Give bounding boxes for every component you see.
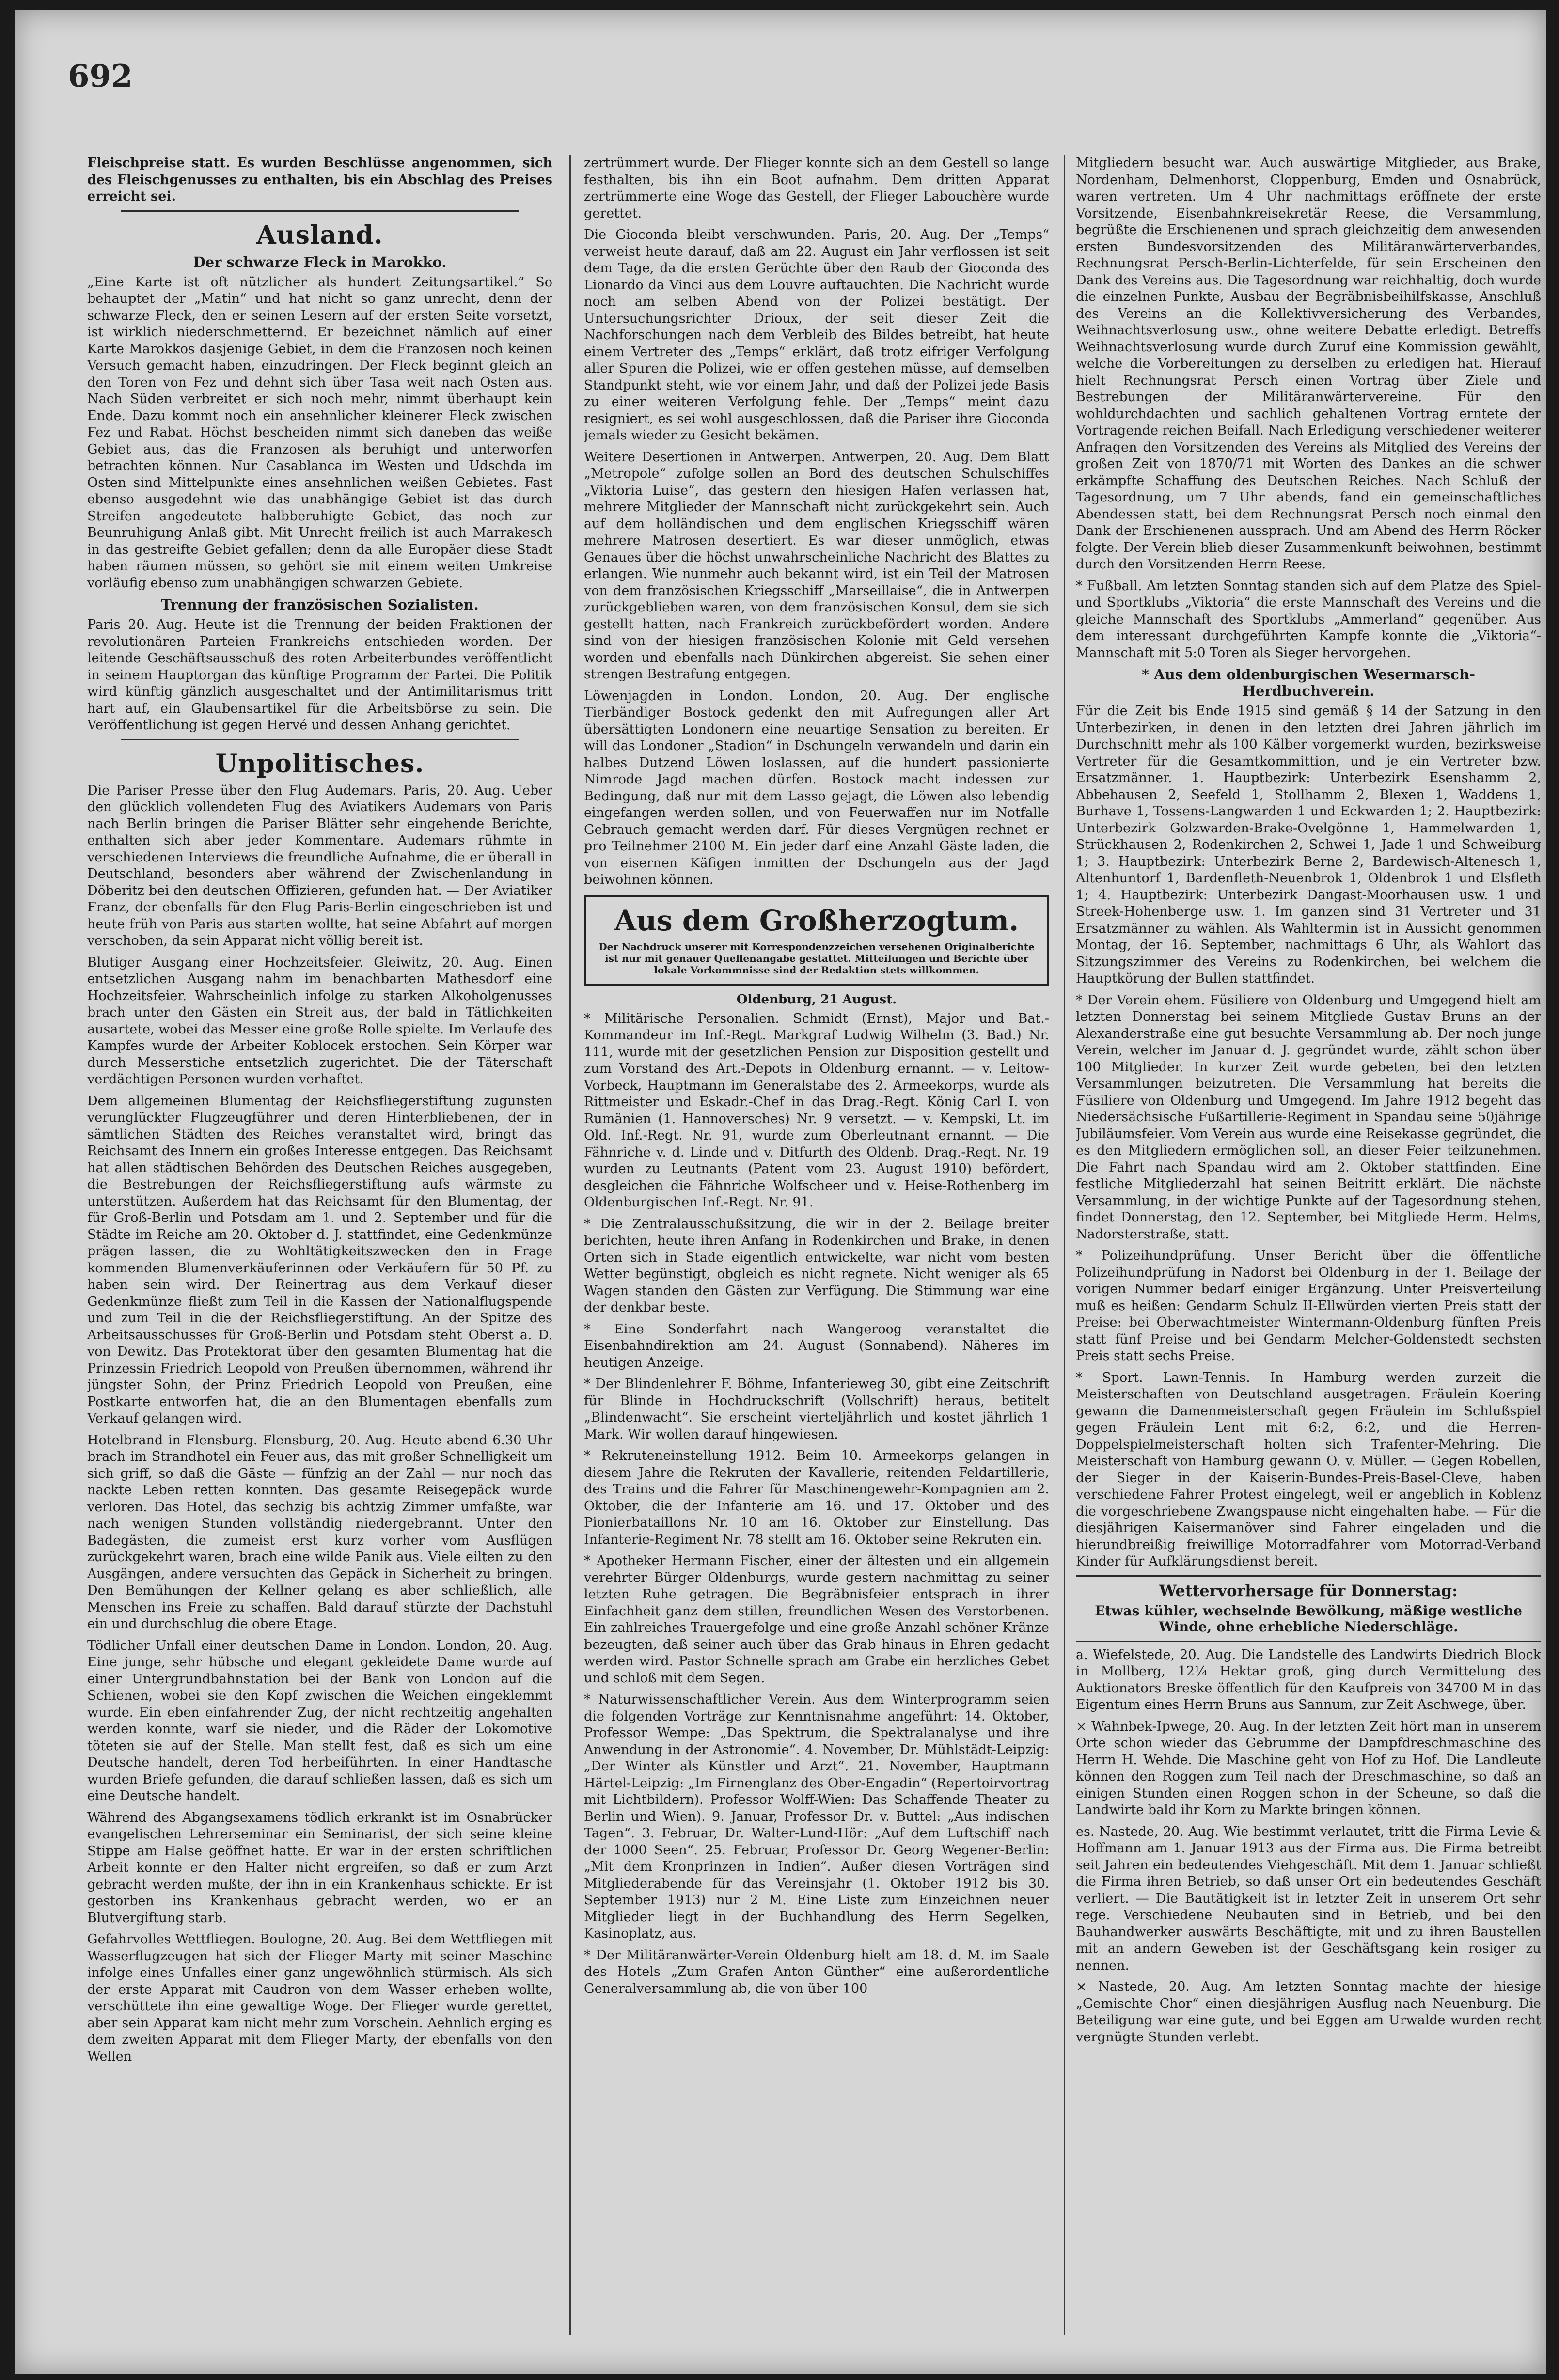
article-polizeihund: * Polizeihundprüfung. Unser Bericht über die öffentliche Polizeihundprüfung in Nadorst bei Oldenburg in der 1. Beilage der vorigen Nummer bedarf einiger Ergänzung. Unter Preisverteilung muß es heißen: Gendarm Schulz II-Ellwürden vierten Preis statt der Preise: bei Oberwachtmeister Wintermann-Oldenburg fünften Preis statt fünf Preise und bei Gendarm Melcher-Goldenstedt sechsten Preis statt sechs Preise. [1076,1248,1541,1363]
article-personalien: * Militärische Personalien. Schmidt (Ernst), Major und Bat.-Kommandeur im Inf.-Regt. Markgraf Ludwig Wilhelm (3. Bad.) Nr. 111, wurde mit der gesetzlichen Pension zur Disposition gestellt und zum Vorstand des Art.-Depots in Oldenburg ernannt. — v. Leitow-Vorbeck, Hauptmann im Generalstabe des 2. Armeekorps, wurde als Rittmeister und Eskadr.-Chef in das Drag.-Regt. König Carl I. von Rumänien (1. Hannoversches) Nr. 9 versetzt. — v. Kempski, Lt. im Old. Inf.-Regt. Nr. 91, wurde zum Oberleutnant ernannt. — Die Fähnriche v. d. Linde und v. Ditfurth des Oldenb. Drag.-Regt. Nr. 19 wurden zu Leutnants (Patent vom 23. August 1910) befördert, desgleichen die Fähnriche Wolfscheer und v. Heise-Rothenberg im Oldenburgischen Inf.-Regt. Nr. 91. [584,1011,1049,1210]
article-marokko: „Eine Karte ist oft nützlicher als hundert Zeitungsartikel.“ So behauptet der „Matin“ und hat nicht so ganz unrecht, denn der schwarze Fleck, den er seinen Lesern auf der ersten Seite vorsetzt, ist wirklich niederschmetternd. Er bezeichnet nämlich auf einer Karte Marokkos dasjenige Gebiet, in dem die Franzosen noch keinen Versuch gemacht haben, einzudringen. Der Fleck beginnt gleich an den Toren von Fez und dehnt sich über Tasa weit nach Osten aus. Nach Süden verbreitet er sich noch mehr, nimmt überhaupt kein Ende. Dazu kommt noch ein ansehnlicher kleinerer Fleck zwischen Fez und Rabat. Höchst bescheiden nimmt sich daneben das weiße Gebiet aus, das die Franzosen als beruhigt und unterworfen betrachten können. Nur Casablanca im Westen und Udschda im Osten sind Mittelpunkte eines ansehnlichen weißen Gebietes. Fast ebenso ausgedehnt wie das unabhängige Gebiet ist das durch Streifen angedeutete halbberuhigte Gebiet, das noch zur Beunruhigung Anlaß gibt. Mit Unrecht freilich ist auch Marrakesch in das gestreifte Gebiet gefallen; denn da alle Europäer diese Stadt haben räumen müssen, so gehört sie mit einem weiten Umkreise vorläufig ebenso zum unabhängigen schwarzen Gebiete. [87,274,552,591]
divider [121,739,519,740]
article-fusiliere: * Der Verein ehem. Füsiliere von Oldenburg und Umgegend hielt am letzten Donnerstag bei seinem Mitgliede Gustav Bruns an der Alexanderstraße eine gut besuchte Versammlung ab. Der noch junge Verein, welcher im Januar d. J. gegründet wurde, zählt schon über 100 Mitglieder. In kurzer Zeit wurde gebeten, bei den letzten Versammlungen beizutreten. Die Versammlung hat bereits die Füsiliere von Oldenburg und Umgegend. Im Jahre 1912 begeht das Niedersächsische Fußartillerie-Regiment in Spandau seine 50jährige Jubiläumsfeier. Vom Verein aus wurde eine Reisekasse gegründet, die es den Mitgliedern ermöglichen soll, an dieser Feier teilzunehmen. Die Fahrt nach Spandau wird am 2. Oktober stattfinden. Eine festliche Mitgliederzahl hat seinen Beitritt erklärt. Die nächste Versammlung, in der wichtige Punkte auf der Tagesordnung stehen, findet Donnerstag, den 12. September, bei Mitgliede Herm. Helms, Nadorsterstraße, statt. [1076,992,1541,1242]
article-nastede-1: es. Nastede, 20. Aug. Wie bestimmt verlautet, tritt die Firma Levie & Hoffmann am 1. Januar 1913 aus der Firma aus. Die Firma betreibt seit Jahren ein bedeutendes Viehgeschäft. Mit dem 1. Januar schließt die Firma ihren Betrieb, so daß unser Ort ein bedeutendes Geschäft verliert. — Die Bautätigkeit ist in letzter Zeit in unserem Ort sehr rege. Verschiedene Neubauten sind in Betrieb, und bei den Bauhandwerker auswärts Beschäftigte, mit und zu ihren Baustellen mit an andern Geweben ist der Geschäftsgang kein rosiger zu nennen. [1076,1824,1541,1973]
article-sonderfahrt: * Eine Sonderfahrt nach Wangeroog veranstaltet die Eisenbahndirektion am 24. August (Sonnabend). Näheres im heutigen Anzeige. [584,1321,1049,1370]
divider [121,210,519,212]
article-blumentag: Dem allgemeinen Blumentag der Reichsfliegerstiftung zugunsten verunglückter Flugzeugführer und deren Hinterbliebenen, der in sämtlichen Städten des Reiches veranstaltet wird, bringt das Reichsamt des Innern ein großes Interesse entgegen. Das Reichsamt hat allen städtischen Behörden des Deutschen Reiches ausgegeben, die Bestrebungen der Reichsfliegerstiftung aufs wärmste zu unterstützen. Außerdem hat das Reichsamt für den Blumentag, der für Groß-Berlin und Potsdam am 1. und 2. September und für die Städte im Reiche am 20. Oktober d. J. stattfindet, eine Gedenkmünze prägen lassen, die zu Wohltätigkeitszwecken den in Frage kommenden Blumenverkäuferinnen oder Verkäufern für 50 Pf. zu haben sein wird. Der Reinertrag aus dem Verkauf dieser Gedenkmünze fließt zum Teil in die Kassen der Nationalflugspende und zum Teil in die der Reichsfliegerstiftung. An der Spitze des Arbeitsausschusses für Groß-Berlin und Potsdam steht Oberst a. D. von Dewitz. Das Protektorat über den gesamten Blumentag hat die Prinzessin Friedrich Leopold von Preußen übernommen, während ihr jüngster Sohn, der Prinz Friedrich Leopold von Preußen, eine Postkarte entworfen hat, die an den Blumentagen ebenfalls zum Verkauf gelangen wird. [87,1093,552,1426]
article-apotheker: * Apotheker Hermann Fischer, einer der ältesten und ein allgemein verehrter Bürger Oldenburgs, wurde gestern nachmittag zu seiner letzten Ruhe getragen. Die Begräbnisfeier entsprach in ihrer Einfachheit ganz dem stillen, freundlichen Wesen des Verstorbenen. Ein zahlreiches Trauergefolge und eine große Anzahl schöner Kränze bezeugten, daß seiner auch über das Grab hinaus in Ehren gedacht werden wird. Pastor Schnelle sprach am Grabe ein herzliches Gebet und schloß mit dem Segen. [584,1553,1049,1686]
newspaper-page [15,10,1546,2374]
column-1 [87,155,552,2345]
article-herdbuch: Für die Zeit bis Ende 1915 sind gemäß § 14 der Satzung in den Unterbezirken, in denen in den letzten drei Jahren jährlich im Durchschnitt mehr als 100 Kälber vorgemerkt wurden, bezirksweise Vertreter für die Gesamtkommittion, und je ein Vertreter bzw. Ersatzmänner. 1. Hauptbezirk: Unterbezirk Esenshamm 2, Abbehausen 2, Seefeld 1, Stollhamm 2, Blexen 1, Waddens 1, Burhave 1, Tossens-Langwarden 1 und Eckwarden 1; 2. Hauptbezirk: Unterbezirk Golzwarden-Brake-Ovelgönne 1, Hammelwarden 1, Strückhausen 2, Rodenkirchen 2, Schwei 1, Jade 1 und Schweiburg 1; 3. Hauptbezirk: Unterbezirk Berne 2, Bardewisch-Altenesch 1, Altenhuntorf 1, Bardenfleth-Neuenbrok 1, Oldenbrok 1 und Elsfleth 1; 4. Hauptbezirk: Unterbezirk Dangast-Moorhausen usw. 1 und Streek-Hohenberge usw. 1. Im ganzen sind 31 Vertreter und 31 Ersatzmänner zu wählen. Als Wahltermin ist in Aussicht genommen Montag, der 16. September, nachmittags 6 Uhr, als Wahlort das Sitzungszimmer des Vereins zu Rodenkirchen, bei welchem die Hauptkörung der Bullen stattfindet. [1076,704,1541,986]
article-heading-trennung: Trennung der französischen Sozialisten. [161,596,479,613]
weather-title: Wettervorhersage für Donnerstag: [1159,1581,1458,1600]
section-box-grossherzogtum [584,895,1049,986]
article-sport: * Sport. Lawn-Tennis. In Hamburg werden zurzeit die Meisterschaften von Deutschland ausgetragen. Fräulein Koering gewann die Damenmeisterschaft gegen Fräulein im Schlußspiel gegen Fräulein Lent mit 6:2, 6:2, und die Herren-Doppelspielmeisterschaft holten sich Trafenter-Mehring. Die Meisterschaft von Hamburg gewann O. v. Müller. — Gegen Robellen, der Sieger in der Kaiserin-Bundes-Preis-Basel-Cleve, haben verschiedene Fahrer Protest eingelegt, weil er angeblich in Koblenz die vorgeschriebene Zwangspause nicht eingehalten habe. — Für die diesjährigen Kaisermanöver sind Fahrer eingeladen und die hierundbreißig freiwillige Motorradfahrer vom Motorrad-Verband Kinder für Aufklärungsdienst bereit. [1076,1370,1541,1569]
divider [1076,1575,1541,1577]
article-rekruten: * Rekruteneinstellung 1912. Beim 10. Armeekorps gelangen in diesem Jahre die Rekruten der Kavallerie, reitenden Feldartillerie, des Trains und die Fahrer für Maschinengewehr-Kompagnien am 2. Oktober, die der Infanterie am 16. und 17. Oktober und des Pionierbataillons Nr. 10 am 16. Oktober zur Einstellung. Das Infanterie-Regiment Nr. 78 stellt am 16. Oktober seine Rekruten ein. [584,1448,1049,1547]
article-militaeranwaerter: * Der Militäranwärter-Verein Oldenburg hielt am 18. d. M. im Saale des Hotels „Zum Grafen Anton Günther“ eine außerordentliche Generalversammlung ab, die von über 100 [584,1947,1049,1996]
column-2 [584,155,1049,2345]
section-title-grossherzogtum: Aus dem Großherzogtum. [614,904,1019,937]
article-wettfliegen: Gefahrvolles Wettfliegen. Boulogne, 20. Aug. Bei dem Wettfliegen mit Wasserflugzeugen hat sich der Flieger Marty mit seiner Maschine infolge eines Unfalles einer ganz ungewöhnlich stürmisch. Als sich der erste Apparat mit Caudron von dem Wasser erheben wollte, verschüttete ihn eine gewaltige Woge. Der Flieger wurde gerettet, aber sein Apparat kam nicht mehr zum Vorschein. Aehnlich erging es dem zweiten Apparat mit dem Flieger Marty, der ebenfalls von den Wellen [87,1932,552,2064]
article-audemars: Die Pariser Presse über den Flug Audemars. Paris, 20. Aug. Ueber den glücklich vollendeten Flug des Aviatikers Audemars von Paris nach Berlin bringen die Pariser Blätter sehr eingehende Berichte, enthalten sich aber jeder Kommentare. Audemars rühmte in verschiedenen Interviews die freundliche Aufnahme, die er überall in Deutschland, besonders aber während der Zwischenlandung in Döberitz bei den deutschen Offizieren, gefunden hat. — Der Aviatiker Franz, der ebenfalls für den Flug Paris-Berlin eingeschrieben ist und heute früh von Paris aus starten wollte, hat seine Abfahrt auf morgen verschoben, da sein Apparat nicht völlig bereit ist. [87,783,552,948]
article-wahnbek: ⨯ Wahnbek-Ipwege, 20. Aug. In der letzten Zeit hört man in unserem Orte schon wieder das Gebrumme der Dampfdreschmaschine des Herrn H. Wehde. Die Maschine geht von Hof zu Hof. Die Landleute können den Roggen zum Teil nach der Dreschmaschine, so daß an einigen Stunden einen Roggen schon in der Scheune, so daß die Landwirte bald ihr Korn zu Markte bringen können. [1076,1719,1541,1817]
reprint-note: Der Nachdruck unserer mit Korrespondenzzeichen versehenen Originalberichte ist nur mit genauer Quellenangabe gestattet. Mitteilungen und Berichte über lokale Vorkommnisse sind der Redaktion stets willkommen. [598,940,1035,976]
article-hochzeitsfeier: Blutiger Ausgang einer Hochzeitsfeier. Gleiwitz, 20. Aug. Einen entsetzlichen Ausgang nahm im benachbarten Mathesdorf eine Hochzeitsfeier. Wahrscheinlich infolge zu starken Alkoholgenusses brach unter den Gästen ein Streit aus, der bald in Tätlichkeiten ausartete, wobei das Messer eine große Rolle spielte. Im Verlaufe des Kampfes wurde der Arbeiter Koblocek erstochen. Sein Körper war durch Messerstiche entsetzlich zugerichtet. Die der Täterschaft verdächtigen Personen wurden verhaftet. [87,955,552,1087]
article-nastede-2: ⨯ Nastede, 20. Aug. Am letzten Sonntag machte der hiesige „Gemischte Chor“ einen diesjährigen Ausflug nach Neuenburg. Die Beteiligung war eine gute, und bei Eggen am Urwalde wurden recht vergnügte Stunden verlebt. [1076,1979,1541,2045]
article-abgangsexamen: Während des Abgangsexamens tödlich erkrankt ist im Osnabrücker evangelischen Lehrerseminar ein Seminarist, der sich seine kleine Stippe am Halse geöffnet hatte. Er war in der ersten schriftlichen Arbeit konnte er den Halter nicht ergreifen, so daß er zum Arzt gebracht werden mußte, der ihn in ein Krankenhaus schickte. Er ist gestorben ins Krankenhaus gebracht werden, wo er an Blutvergiftung starb. [87,1810,552,1926]
column-3 [1076,155,1541,2345]
section-title-unpolitisches: Unpolitisches. [215,749,425,779]
article-continued-verein: Mitgliedern besucht war. Auch auswärtige Mitglieder, aus Brake, Nordenham, Delmenhorst, Cloppenburg, Emden und Osnabrück, waren vertreten. Um 4 Uhr nachmittags eröffnete der erste Vorsitzende, Eisenbahnkreisekretär Reese, die Versammlung, begrüßte die Erschienenen und sprach gleichzeitig dem anwesenden ersten Bundesvorsitzenden des Militäranwärterverbandes, Rechnungsrat Persch-Berlin-Lichterfelde, für sein Erscheinen den Dank des Vereins aus. Die Tagesordnung war reichhaltig, doch wurde die einzelnen Punkte, Ausbau der Begräbnisbeihilfskasse, Anschluß des Vereins an die Kollektivversicherung des Verbandes, Weihnachtsverlosung usw., ohne weitere Debatte erledigt. Betreffs Weihnachtsverlosung wurde durch Zuruf eine Kommission gewählt, welche die Vorbereitungen zu derselben zu erledigen hat. Hierauf hielt Rechnungsrat Persch einen Vortrag über Ziele und Bestrebungen der Militäranwärtervereine. Für den wohldurchdachten und sachlich gehaltenen Vortrag erntete der Vortragende reichen Beifall. Nach Erledigung verschiedener weiterer Anfragen den Vorsitzenden des Vereins als Mitglied des Vereins der großen Zeit von 1870/71 mit Worten des Dankes an die schwer erkämpfte Schaffung des Deutschen Reiches. Nach Schluß der Tagesordnung, um 7 Uhr abends, fand ein gemeinschaftliches Abendessen statt, bei dem Rechnungsrat Persch noch einmal den Dank der Erschienenen aussprach. Und am Abend des Herrn Röcker folgte. Der Verein blieb dieser Zusammenkunft beiwohnen, bestimmt durch den Vorsitzenden Herrn Reese. [1076,156,1541,572]
section-title-ausland: Ausland. [256,220,383,250]
column-rule-1 [569,155,571,2335]
article-unfall-london: Tödlicher Unfall einer deutschen Dame in London. London, 20. Aug. Eine junge, sehr hübsche und elegant gekleidete Dame wurde auf einer Untergrundbahnstation bei der Bank von London auf die Schienen, wobei sie den Kopf zwischen die Weichen eingeklemmt wurde. Ein eben einfahrender Zug, der nicht rechtzeitig angehalten werden konnte, warf sie nieder, und die Räder der Lokomotive töteten sie auf der Stelle. Man stellt fest, daß es sich um eine Deutsche handelt, deren Tod herbeiführten. In einer Handtasche wurden Briefe gefunden, die darauf schließen lassen, daß es sich um eine Deutsche handelt. [87,1638,552,1803]
article-hotelbrand: Hotelbrand in Flensburg. Flensburg, 20. Aug. Heute abend 6.30 Uhr brach im Strandhotel ein Feuer aus, das mit großer Schnelligkeit um sich griff, so daß die Gäste — fünfzig an der Zahl — nur noch das nackte Leben retten konnten. Das gesamte Reisegepäck wurde verloren. Das Hotel, das sechzig bis achtzig Zimmer umfaßte, war nach wenigen Stunden vollständig niedergebrannt. Unter den Badegästen, die zumeist erst kurz vorher vom Ausflügen zurückgekehrt waren, brach eine wilde Panik aus. Viele eilten zu den Ausgängen, andere versuchten das Gepäck in Sicherheit zu bringen. Den Bemühungen der Kellner gelang es aber schließlich, alle Menschen ins Freie zu schaffen. Bald darauf stürzte der Dachstuhl ein und durchschlug die obere Etage. [87,1432,552,1631]
article-gioconda: Die Gioconda bleibt verschwunden. Paris, 20. Aug. Der „Temps“ verweist heute darauf, daß am 22. August ein Jahr verflossen ist seit dem Tage, da die ersten Gerüchte über den Raub der Gioconda des Lionardo da Vinci aus dem Louvre auftauchten. Die Nachricht wurde noch am selben Abend von der Polizei bestätigt. Der Untersuchungsrichter Drioux, der seit dieser Zeit die Nachforschungen nach dem Verbleib des Bildes betreibt, hat heute einem Vertreter des „Temps“ erklärt, daß trotz eifriger Verfolgung aller Spuren die Polizei, wie er offen gestehen müsse, auf demselben Standpunkt steht, wie vor einem Jahr, und daß der Polizei jede Basis zu einer weiteren Verfolgung fehle. Der „Temps“ meint dazu resigniert, es sei wohl ausgeschlossen, daß die Pariser ihre Gioconda jemals wieder zu Gesicht bekämen. [584,227,1049,443]
article-naturwissenschaft: * Naturwissenschaftlicher Verein. Aus dem Winterprogramm seien die folgenden Vorträge zur Kenntnisnahme angeführt: 14. Oktober, Professor Wempe: „Das Spektrum, die Spektralanalyse und ihre Anwendung in der Astronomie“. 4. November, Dr. Mühlstädt-Leipzig: „Der Winter als Künstler und Arzt“. 21. November, Hauptmann Härtel-Leipzig: „Im Firnenglanz des Ober-Engadin“ (Repertoirvortrag mit Lichtbildern). Professor Wolff-Wien: Das Schaffende Theater zu Berlin und Wien). 9. Januar, Professor Dr. v. Buttel: „Aus indischen Tagen“. 3. Februar, Dr. Walter-Lund-Hör: „Auf dem Luftschiff nach der 1000 Seen“. 25. Februar, Professor Dr. Georg Wegener-Berlin: „Mit dem Kronprinzen in Indien“. Außer diesen Vorträgen sind Mitgliederabende für das Vereinsjahr (1. Oktober 1912 bis 30. September 1913) nur 2 M. Eine Liste zum Einzeichnen neuer Mitglieder liegt in der Buchhandlung des Herrn Segelken, Kasinoplatz, aus. [584,1692,1049,1941]
article-blindenlehrer: * Der Blindenlehrer F. Böhme, Infanterieweg 30, gibt eine Zeitschrift für Blinde in Hochdruckschrift (Vollschrift) heraus, betitelt „Blindenwacht“. Sie erscheint vierteljährlich und kostet jährlich 1 Mark. Wir wollen darauf hingewiesen. [584,1377,1049,1442]
intro-paragraph: Fleischpreise statt. Es wurden Beschlüsse angenommen, sich des Fleischgenusses zu enthalten, bis ein Abschlag des Preises erreicht sei. [87,156,552,204]
article-zentralausschuss: * Die Zentralausschußsitzung, die wir in der 2. Beilage breiter berichten, heute ihren Anfang in Rodenkirchen und Brake, in denen Orten sich in Stade eigentlich entwickelte, war nicht vom besten Wetter begünstigt, obgleich es nicht regnete. Nicht weniger als 65 Wagen standen den Gästen zur Verfügung. Die Stimmung war eine der denkbar beste. [584,1216,1049,1315]
article-desertionen: Weitere Desertionen in Antwerpen. Antwerpen, 20. Aug. Dem Blatt „Metropole“ zufolge sollen an Bord des deutschen Schulschiffes „Viktoria Luise“, das gestern den hiesigen Hafen verlassen hat, mehrere Mitglieder der Mannschaft nicht zurückgekehrt sein. Auch auf dem holländischen und dem englischen Kriegsschiff wären mehrere Matrosen desertiert. Es war dieser unmöglich, etwas Genaues über die höchst unwahrscheinliche Nachricht des Blattes zu erlangen. Wie nunmehr auch bekannt wird, ist ein Teil der Matrosen von dem französischen Kriegsschiff „Marseillaise“, die in Antwerpen zurückgeblieben waren, von dem französischen Konsul, dem sie sich gestellt hatten, nach Frankreich zurückbefördert worden. Andere sind von der hiesigen französischen Kolonie mit Geld versehen worden und ebenfalls nach Dünkirchen abgereist. Sie sehen einer strengen Bestrafung entgegen. [584,449,1049,682]
column-rule-2 [1064,155,1065,2335]
dateline: Oldenburg, 21 August. [736,992,897,1007]
weather-forecast: Etwas kühler, wechselnde Bewölkung, mäßige westliche Winde, ohne erhebliche Niederschläge. [1095,1602,1522,1635]
page-number: 692 [68,58,133,94]
article-loewenjagden: Löwenjagden in London. London, 20. Aug. Der englische Tierbändiger Bostock gedenkt den mit Aufregungen aller Art übersättigten Londonern eine neuartige Sensation zu bereiten. Er will das Londoner „Stadion“ in Dschungeln verwandeln und darin ein halbes Dutzend Löwen loslassen, auf die hundert passionierte Nimrode Jagd machen dürfen. Bostock macht indessen zur Bedingung, daß nur mit dem Lasso gejagt, die Löwen also lebendig eingefangen werden sollen, und von Feuerwaffen nur im Notfalle Gebrauch gemacht werden darf. Für dieses Vergnügen rechnet er pro Teilnehmer 2100 M. Ein jeder darf eine Anzahl Gäste laden, die von eisernen Käfigen inmitten der Dschungeln aus der Jagd beiwohnen können. [584,688,1049,887]
divider [1076,1641,1541,1642]
article-heading-marokko: Der schwarze Fleck in Marokko. [193,253,447,270]
article-continued: zertrümmert wurde. Der Flieger konnte sich an dem Gestell so lange festhalten, bis ihn ein Boot aufnahm. Dem dritten Apparat zertrümmerte eine Woge das Gestell, der Flieger Labouchère wurde gerettet. [584,156,1049,221]
article-trennung: Paris 20. Aug. Heute ist die Trennung der beiden Fraktionen der revolutionären Parteien Frankreichs entschieden worden. Der leitende Geschäftsausschuß des roten Arbeiterbundes veröffentlicht in seinem Hauptorgan das künftige Programm der Partei. Die Politik wird künftig gänzlich ausgeschaltet und der Antimilitarismus tritt hart auf, ein Glaubensartikel für die Arbeitsbörse zu sein. Die Veröffentlichung ist gegen Hervé und dessen Anhang gerichtet. [87,617,552,733]
article-fussball: * Fußball. Am letzten Sonntag standen sich auf dem Platze des Spiel- und Sportklubs „Viktoria“ die erste Mannschaft des Vereins und die gleiche Mannschaft des Sportklubs „Ammerland“ gegenüber. Aus dem interessant durchgeführten Kampfe konnte die „Viktoria“-Mannschaft mit 5:0 Toren als Sieger hervorgehen. [1076,578,1541,660]
article-wiefelstede: a. Wiefelstede, 20. Aug. Die Landstelle des Landwirts Diedrich Block in Mollberg, 12¼ Hektar groß, ging durch Vermittelung des Auktionators Breske öffentlich für den Kaufpreis von 34700 M in das Eigentum eines Herrn Bruns aus Sannum, zur Zeit Aschwege, über. [1076,1647,1541,1712]
article-heading-herdbuch: * Aus dem oldenburgischen Wesermarsch-Herdbuchverein. [1141,666,1476,699]
